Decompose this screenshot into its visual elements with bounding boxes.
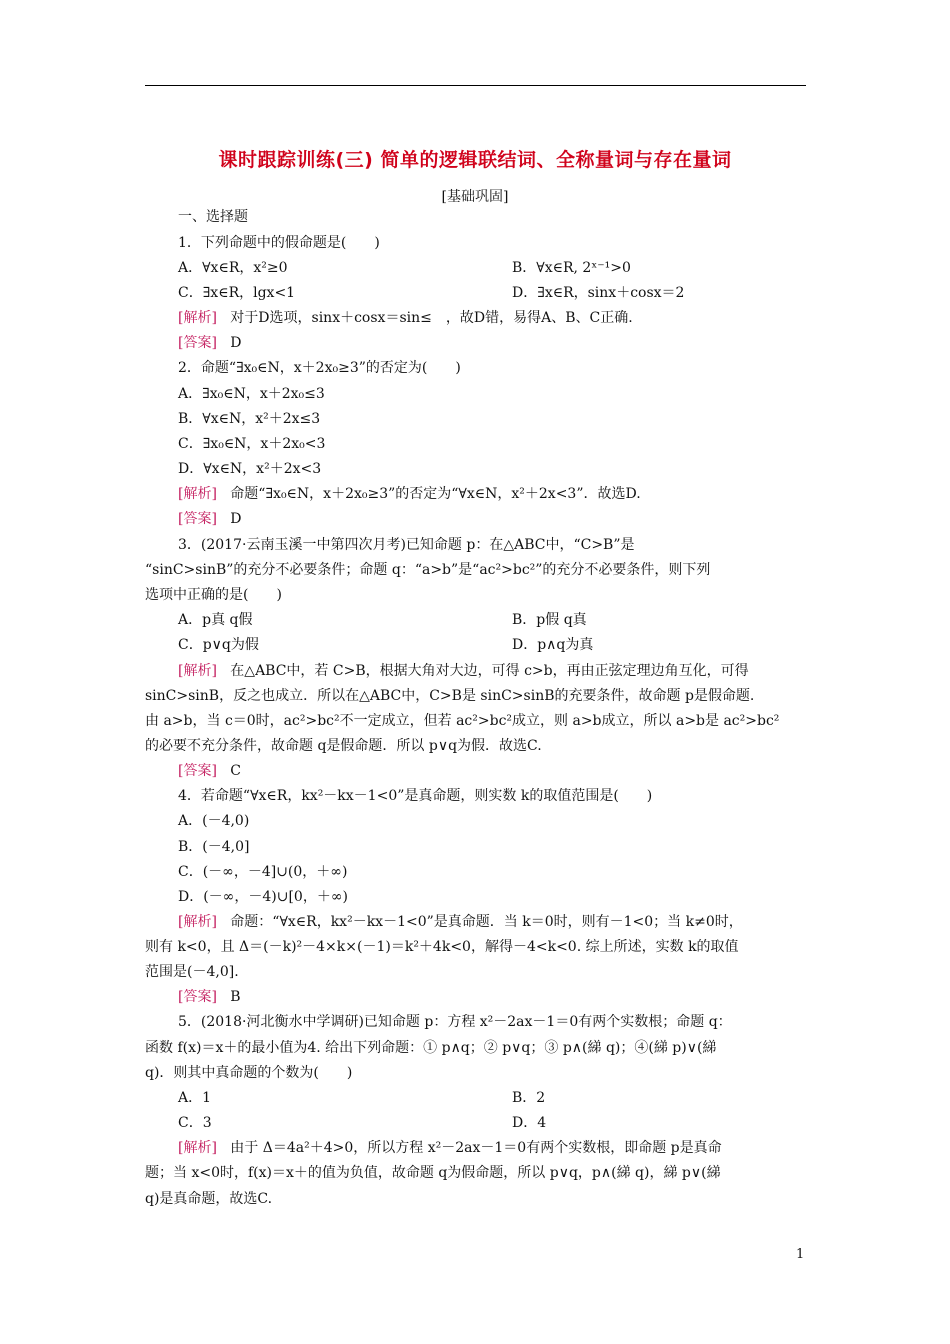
q5-analysis-line2: 题；当 x<0时，f(x)＝x＋的值为负值，故命题 q为假命题，所以 p∨q，p∧(綈 q)，綈 p∨(綈 [145,1165,721,1181]
q2-analysis [178,485,641,503]
q4-analysis-text-1: 命题：“∀x∈R，kx²－kx－1<0”是真命题．当 k＝0时，则有－1<0；当 k≠0时， [230,914,743,930]
analysis-label: [解析] [178,914,217,930]
q5-option-a: A．1 [178,1090,212,1106]
question-5-stem-line2: 函数 f(x)＝x＋的最小值为4. 给出下列命题：① p∧q；② p∨q；③ p∧(綈 q)；④(綈 p)∨(綈 [145,1040,717,1056]
q1-option-a: A．∀x∈R，x²≥0 [178,260,288,276]
q1-option-d: D．∃x∈R，sinx＋cosx＝2 [512,285,685,301]
q2-answer-value: D [230,511,242,527]
question-5-stem-line1: 5．(2018·河北衡水中学调研)已知命题 p：方程 x²－2ax－1＝0有两个实数根；命题 q： [178,1014,732,1030]
q1-answer [178,334,242,352]
section-subtitle: [基础巩固] [441,189,509,205]
q3-option-d: D．p∧q为真 [512,637,594,653]
answer-label: [答案] [178,989,217,1005]
question-2-stem: 2．命题“∃x₀∈N，x＋2x₀≥3”的否定为( ) [178,360,461,376]
q3-analysis-line3: 由 a>b，当 c＝0时，ac²>bc²不一定成立，但若 ac²>bc²成立，则 a>b成立，所以 a>b是 ac²>bc² [145,713,780,729]
q5-analysis-line1 [178,1139,722,1157]
q5-analysis-text-1: 由于 Δ＝4a²＋4>0，所以方程 x²－2ax－1＝0有两个实数根，即命题 p是真命 [230,1140,722,1156]
q4-option-b: B．(－4,0] [178,839,250,855]
q4-analysis-line2: 则有 k<0，且 Δ＝(－k)²－4×k×(－1)＝k²＋4k<0，解得－4<k<0. 综上所述，实数 k的取值 [145,939,739,955]
analysis-label: [解析] [178,663,217,679]
question-1-stem: 1．下列命题中的假命题是( ) [178,235,380,251]
q1-option-c: C．∃x∈R，lgx<1 [178,285,296,301]
q1-analysis-text: 对于D选项，sinx＋cosx＝sin≤ ，故D错，易得A、B、C正确. [230,310,633,326]
q3-answer [178,762,241,780]
q3-analysis-text-1: 在△ABC中，若 C>B，根据大角对大边，可得 c>b，再由正弦定理边角互化，可得 [230,663,749,679]
q5-option-c: C．3 [178,1115,212,1131]
q4-analysis-line3: 范围是(－4,0]. [145,964,239,980]
question-4-stem: 4．若命题“∀x∈R，kx²－kx－1<0”是真命题，则实数 k的取值范围是( ) [178,788,653,804]
q3-analysis-line1 [178,662,749,680]
q3-analysis-line4: 的必要不充分条件，故命题 q是假命题．所以 p∨q为假．故选C. [145,738,542,754]
q4-answer [178,988,241,1006]
q3-option-a: A．p真 q假 [178,612,253,628]
q5-analysis-line3: q)是真命题，故选C. [145,1191,273,1207]
q2-option-c: C．∃x₀∈N，x＋2x₀<3 [178,436,326,452]
section-heading: 一、选择题 [178,209,248,225]
question-3-stem-line2: “sinC>sinB”的充分不必要条件；命题 q：“a>b”是“ac²>bc²”的充分不必要条件，则下列 [145,562,711,578]
q4-option-d: D．(－∞，－4)∪[0，＋∞) [178,889,348,905]
q3-analysis-line2: sinC>sinB，反之也成立．所以在△ABC中，C>B是 sinC>sinB的充要条件，故命题 p是假命题. [145,688,755,704]
q2-answer [178,510,242,528]
q3-option-b: B．p假 q真 [512,612,587,628]
q3-option-c: C．p∨q为假 [178,637,259,653]
q4-analysis-line1 [178,913,743,931]
question-3-stem-line3: 选项中正确的是( ) [145,587,282,603]
answer-label: [答案] [178,763,217,779]
analysis-label: [解析] [178,486,217,502]
q2-analysis-text: 命题“∃x₀∈N，x＋2x₀≥3”的否定为“∀x∈N，x²＋2x<3”．故选D. [230,486,641,502]
q1-analysis [178,309,633,327]
q5-option-d: D．4 [512,1115,547,1131]
q2-option-b: B．∀x∈N，x²＋2x≤3 [178,411,321,427]
answer-label: [答案] [178,335,217,351]
page-title: 课时跟踪训练(三) 简单的逻辑联结词、全称量词与存在量词 [218,149,732,171]
q4-option-c: C．(－∞，－4]∪(0，＋∞) [178,864,348,880]
q5-option-b: B．2 [512,1090,546,1106]
analysis-label: [解析] [178,1140,217,1156]
answer-label: [答案] [178,511,217,527]
question-3-stem-line1: 3．(2017·云南玉溪一中第四次月考)已知命题 p：在△ABC中，“C>B”是 [178,537,635,553]
q3-answer-value: C [230,763,242,779]
page-number: 1 [796,1247,805,1262]
analysis-label: [解析] [178,310,217,326]
q4-answer-value: B [230,989,241,1005]
q1-answer-value: D [230,335,242,351]
q1-option-b: B．∀x∈R, 2ˣ⁻¹>0 [512,260,631,276]
header-rule [145,85,806,86]
q4-option-a: A．(－4,0) [178,813,250,829]
question-5-stem-line3: q)．则其中真命题的个数为( ) [145,1065,353,1081]
q2-option-a: A．∃x₀∈N，x＋2x₀≤3 [178,386,325,402]
q2-option-d: D．∀x∈N，x²＋2x<3 [178,461,322,477]
